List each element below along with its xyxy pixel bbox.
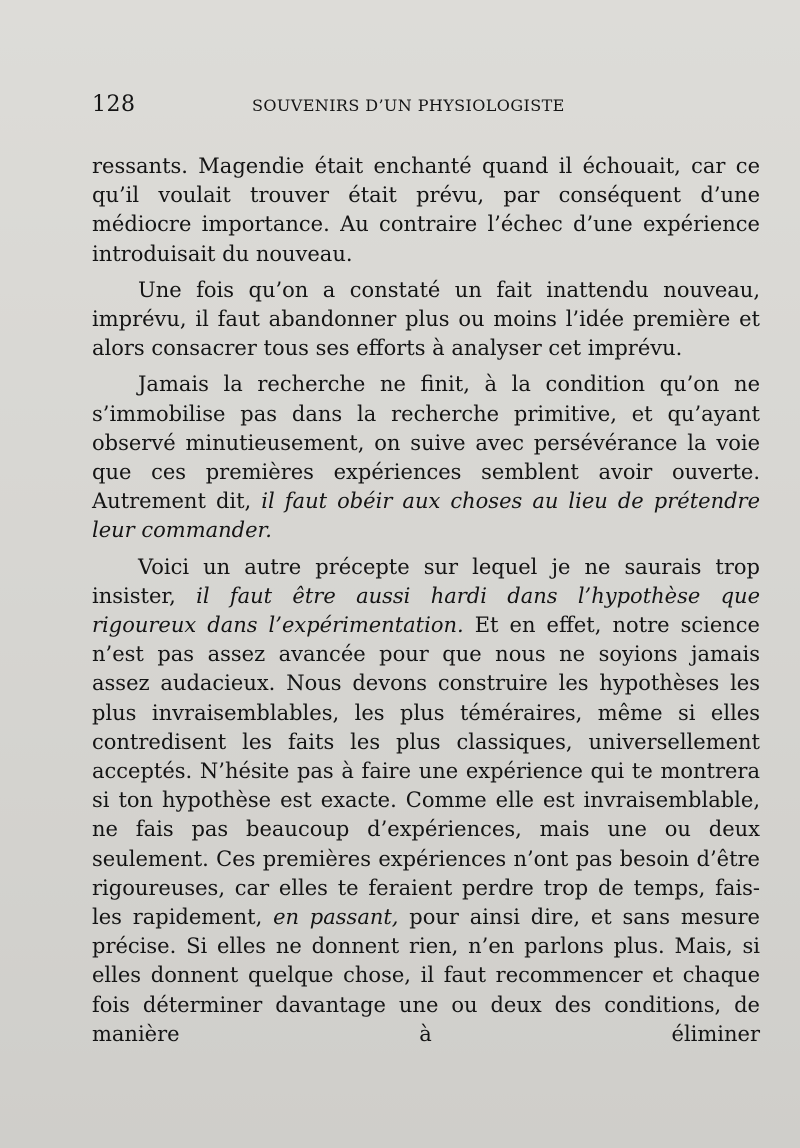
- text-segment: ressants. Magendie était enchanté quand il échouait, car ce qu’il voulait trouver était prévu, par conséquent d’une médiocre importance. Au contraire l’échec d’une expérience introduisait du nouveau.: [92, 154, 760, 266]
- text-segment: Une fois qu’on a constaté un fait inattendu nouveau, imprévu, il faut abandonner plus ou moins l’idée première et alors consacrer tous ses efforts à analyser cet imprévu.: [92, 277, 760, 361]
- paragraph-4: [92, 553, 760, 1049]
- italic-precept: il faut être aussi hardi dans l’hypothèse que rigoureux dans l’expérimentation.: [92, 583, 760, 638]
- italic-phrase: en passant,: [273, 905, 399, 930]
- text-segment: Jamais la recherche ne finit, à la condition qu’on ne s’immobilise pas dans la recherche primitive, et qu’ayant observé minutieusement, on suive avec persévérance la voie que ces premières expériences semblent avoir ouverte. Autrement dit,: [92, 372, 760, 514]
- page-header: [92, 92, 760, 122]
- text-segment: Et en effet, notre science n’est pas assez avancée pour que nous ne soyions jamais assez audacieux. Nous devons construire les hypothèses les plus invraisemblables, les plus téméraires, même si elles contredisent les faits les plus classiques, universellement acceptés. N’hésite pas à faire une expérience qui te montrera si ton hypothèse est exacte. Comme elle est invraisemblable, ne fais pas beaucoup d’expériences, mais une ou deux seulement. Ces premières expériences n’ont pas besoin d’être rigoureuses, car elles te feraient perdre trop de temps, fais-les rapidement,: [92, 613, 760, 930]
- page-number: 128: [92, 92, 136, 117]
- body-text: [92, 152, 760, 1056]
- paragraph-2: [92, 276, 760, 364]
- text-segment: pour ainsi dire, et sans mesure précise. Si elles ne donnent rien, n’en parlons plus. Mais, si elles donnent quelque chose, il faut recommencer et chaque fois déterminer davantage une ou deux des conditions, de manière à éliminer: [92, 905, 760, 1046]
- running-title: SOUVENIRS D’UN PHYSIOLOGISTE: [252, 96, 565, 115]
- paragraph-1: [92, 152, 760, 269]
- paragraph-3: [92, 370, 760, 545]
- text-segment: Voici un autre précepte sur lequel je ne saurais trop insister,: [92, 554, 760, 608]
- italic-maxim: il faut obéir aux choses au lieu de prétendre leur commander.: [92, 489, 761, 543]
